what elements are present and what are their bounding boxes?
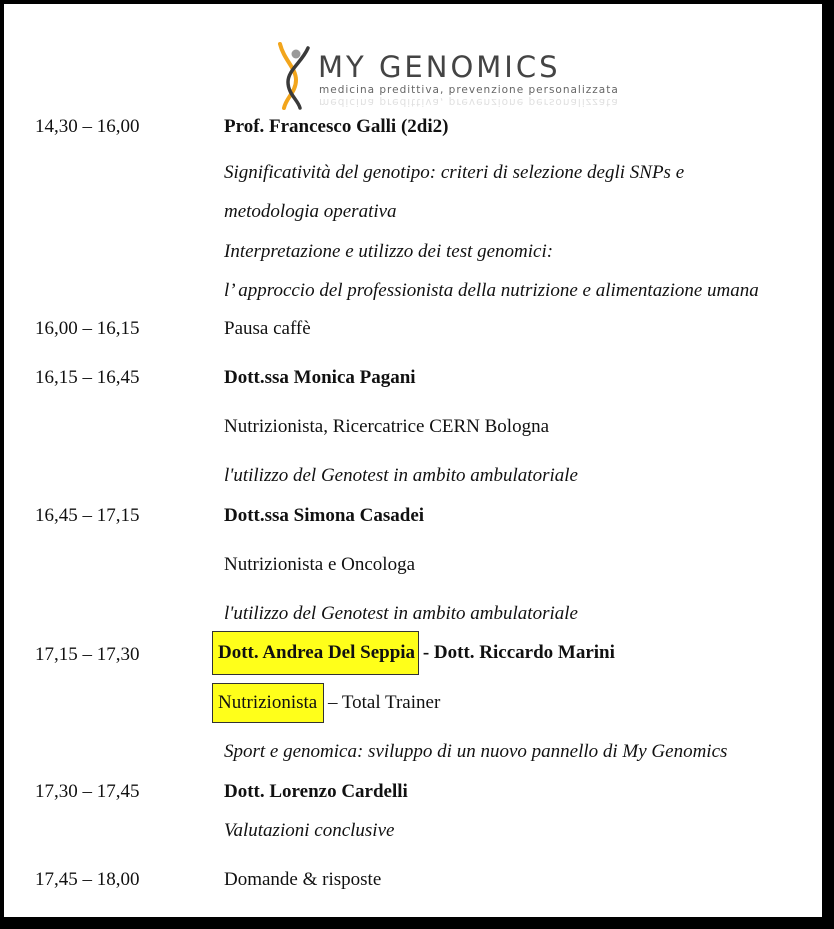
topic-line: Significatività del genotipo: criteri di selezione degli SNPs e xyxy=(224,162,685,183)
speaker-role: Nutrizionista e Oncologa xyxy=(224,554,416,575)
qa-label: Domande & risposte xyxy=(224,869,382,890)
document-page xyxy=(4,4,822,917)
speaker-name: Dott.ssa Simona Casadei xyxy=(224,505,425,526)
speaker-name: Dott.ssa Monica Pagani xyxy=(224,367,416,388)
speaker-role: Nutrizionista, Ricercatrice CERN Bologna xyxy=(224,416,550,437)
time-slot: 16,00 – 16,15 xyxy=(35,318,140,339)
topic-line: l’ approccio del professionista della nutrizione e alimentazione umana xyxy=(224,280,759,301)
speaker-name: - Dott. Riccardo Marini xyxy=(418,642,615,663)
dna-figure-icon xyxy=(274,40,314,110)
time-slot: 16,15 – 16,45 xyxy=(35,367,140,388)
brand-tagline: medicina predittiva, prevenzione personalizzata xyxy=(319,84,619,96)
topic-line: metodologia operativa xyxy=(224,201,397,222)
brand-tagline-reflection: medicina predittiva, prevenzione personalizzata xyxy=(319,96,619,108)
topic-line: Interpretazione e utilizzo dei test genomici: xyxy=(224,241,554,262)
topic-line: l'utilizzo del Genotest in ambito ambulatoriale xyxy=(224,603,578,624)
time-slot: 16,45 – 17,15 xyxy=(35,505,140,526)
brand-name: MY GENOMICS xyxy=(318,50,561,84)
my-genomics-logo xyxy=(274,40,624,110)
speaker-role-line xyxy=(213,684,440,722)
speaker-name: Dott. Lorenzo Cardelli xyxy=(224,781,408,802)
topic-line: Sport e genomica: sviluppo di un nuovo pannello di My Genomics xyxy=(224,741,728,762)
speaker-line xyxy=(213,632,615,674)
time-slot: 17,15 – 17,30 xyxy=(35,644,140,665)
time-slot: 14,30 – 16,00 xyxy=(35,116,140,137)
highlighted-role: Nutrizionista xyxy=(213,684,323,722)
break-label: Pausa caffè xyxy=(224,318,311,339)
time-slot: 17,45 – 18,00 xyxy=(35,869,140,890)
topic-line: l'utilizzo del Genotest in ambito ambulatoriale xyxy=(224,465,578,486)
highlighted-speaker-name: Dott. Andrea Del Seppia xyxy=(213,632,418,674)
topic-line: Valutazioni conclusive xyxy=(224,820,395,841)
speaker-role: – Total Trainer xyxy=(323,692,441,713)
speaker-name: Prof. Francesco Galli (2di2) xyxy=(224,116,449,137)
time-slot: 17,30 – 17,45 xyxy=(35,781,140,802)
